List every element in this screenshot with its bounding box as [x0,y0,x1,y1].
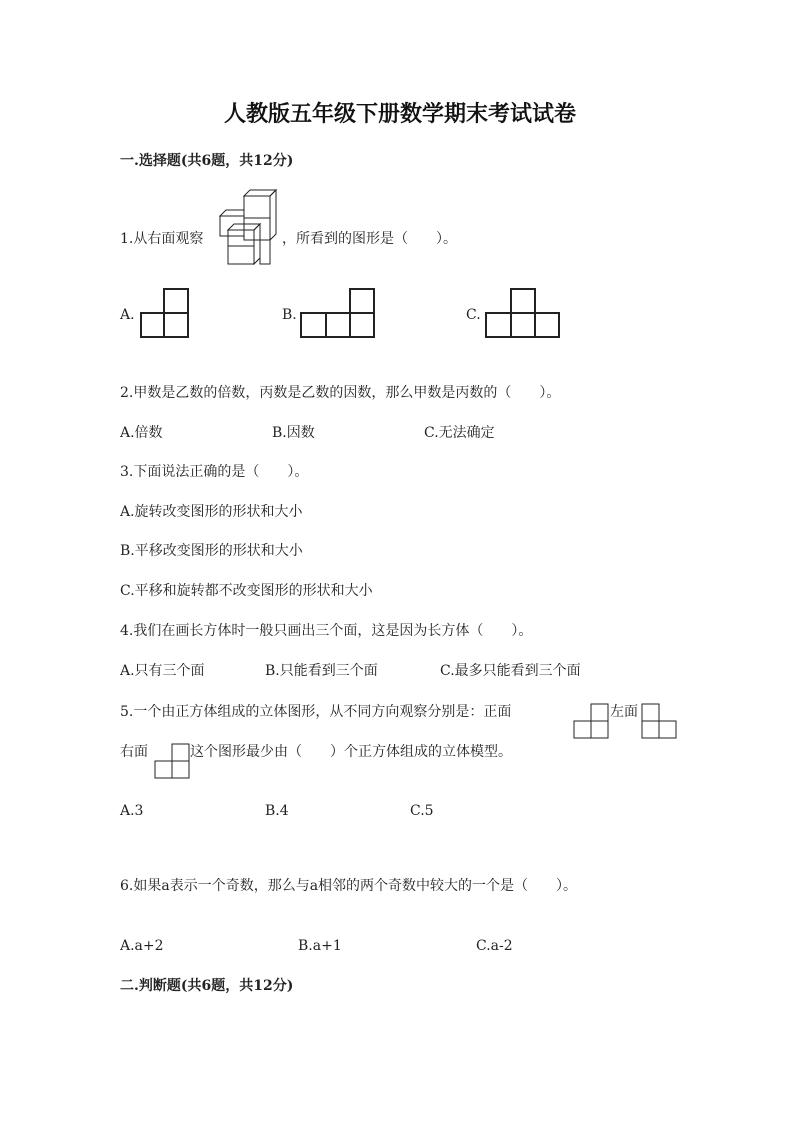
q5-right-view-figure [154,743,190,779]
q6-option-b: B.a+1 [298,938,342,954]
q4-option-c: C.最多只能看到三个面 [440,663,581,679]
q5-option-a: A.3 [120,803,144,819]
q5-stem-line1: 5.一个由正方体组成的立体图形，从不同方向观察分别是：正面 [120,704,512,720]
q1-stem-pre: 1.从右面观察 [120,231,204,247]
q6-stem: 6.如果a表示一个奇数，那么与a相邻的两个奇数中较大的一个是（ ）。 [120,878,578,894]
q3-option-c: C.平移和旋转都不改变图形的形状和大小 [120,583,373,599]
q1-option-a-figure [140,288,192,340]
q1-option-b-label: B. [282,307,297,323]
q5-left-view-figure [641,703,677,739]
q3-stem: 3.下面说法正确的是（ ）。 [120,464,309,480]
q6-option-a: A.a+2 [120,938,164,954]
q4-option-a: A.只有三个面 [120,663,205,679]
q5-option-b: B.4 [265,803,289,819]
q2-stem: 2.甲数是乙数的倍数，丙数是乙数的因数，那么甲数是丙数的（ ）。 [120,385,561,401]
q1-option-b-figure [300,288,380,340]
q5-right-view-label: 右面 [120,744,148,760]
section-heading-judgement: 二.判断题(共6题，共12分) [120,978,294,994]
q5-left-view-label: 左面 [610,704,638,720]
q1-cube-stack-figure [216,188,280,268]
q5-stem-line2: 这个图形最少由（ ）个正方体组成的立体模型。 [190,744,512,760]
q1-option-c-figure [485,288,565,340]
q1-option-c-label: C. [466,307,481,323]
q4-stem: 4.我们在画长方体时一般只画出三个面，这是因为长方体（ ）。 [120,623,533,639]
section-heading-choice: 一.选择题(共6题，共12分) [120,153,294,169]
q1-option-a-label: A. [120,307,135,323]
q4-option-b: B.只能看到三个面 [265,663,378,679]
q2-option-a: A.倍数 [120,425,163,441]
q3-option-a: A.旋转改变图形的形状和大小 [120,504,303,520]
q5-option-c: C.5 [410,803,434,819]
q5-front-view-figure [573,703,609,739]
q2-option-c: C.无法确定 [424,425,495,441]
q3-option-b: B.平移改变图形的形状和大小 [120,543,303,559]
q2-option-b: B.因数 [272,425,315,441]
q1-stem-post: ，所看到的图形是（ ）。 [282,231,457,247]
page-title: 人教版五年级下册数学期末考试试卷 [223,101,576,127]
q6-option-c: C.a-2 [476,938,513,954]
